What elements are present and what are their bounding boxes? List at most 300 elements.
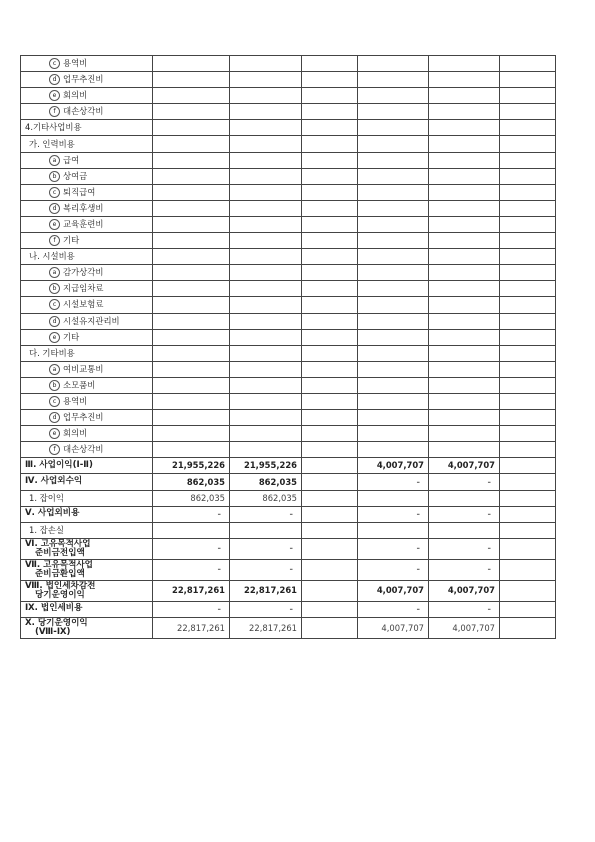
- value-cell: [153, 152, 230, 168]
- table-row: [21, 361, 556, 377]
- circled-letter-marker: a: [49, 364, 60, 375]
- value-cell: [500, 617, 556, 638]
- value-cell: [500, 345, 556, 361]
- table-row: [21, 168, 556, 184]
- value-cell: [153, 249, 230, 265]
- value-cell: [302, 393, 358, 409]
- value-cell: [302, 281, 358, 297]
- value-cell: [302, 88, 358, 104]
- table-row: [21, 559, 556, 580]
- row-label-cell: [21, 361, 153, 377]
- row-label-cell: [21, 168, 153, 184]
- value-cell: [429, 361, 500, 377]
- value-cell: [153, 56, 230, 72]
- table-row: [21, 601, 556, 617]
- value-cell: [358, 345, 429, 361]
- value-cell: [302, 56, 358, 72]
- row-label-cell: [21, 136, 153, 152]
- value-cell: [500, 474, 556, 490]
- value-cell: [302, 361, 358, 377]
- value-cell: -: [358, 474, 429, 490]
- value-cell: [153, 393, 230, 409]
- value-cell: 4,007,707: [358, 580, 429, 601]
- value-cell: [500, 281, 556, 297]
- table-row: [21, 72, 556, 88]
- value-cell: 862,035: [230, 474, 302, 490]
- value-cell: [429, 88, 500, 104]
- value-cell: [230, 72, 302, 88]
- table-row: [21, 458, 556, 474]
- value-cell: [429, 200, 500, 216]
- value-cell: [302, 200, 358, 216]
- value-cell: [230, 56, 302, 72]
- value-cell: [230, 168, 302, 184]
- value-cell: 22,817,261: [230, 617, 302, 638]
- value-cell: [500, 426, 556, 442]
- circled-letter-marker: f: [49, 444, 60, 455]
- value-cell: 862,035: [230, 490, 302, 506]
- row-label-cell: [21, 88, 153, 104]
- value-cell: [302, 184, 358, 200]
- value-cell: [302, 458, 358, 474]
- value-cell: [358, 442, 429, 458]
- value-cell: [500, 559, 556, 580]
- value-cell: [429, 265, 500, 281]
- value-cell: [429, 522, 500, 538]
- value-cell: [302, 617, 358, 638]
- table-row: [21, 522, 556, 538]
- row-label: 대손상각비: [63, 106, 104, 117]
- value-cell: -: [153, 538, 230, 559]
- value-cell: [153, 426, 230, 442]
- value-cell: [429, 168, 500, 184]
- value-cell: [153, 104, 230, 120]
- circled-letter-marker: e: [49, 219, 60, 230]
- value-cell: [230, 265, 302, 281]
- value-cell: [429, 120, 500, 136]
- value-cell: [500, 152, 556, 168]
- value-cell: [429, 216, 500, 232]
- row-label-cell: [21, 506, 153, 522]
- value-cell: [230, 233, 302, 249]
- value-cell: [358, 184, 429, 200]
- value-cell: [302, 120, 358, 136]
- value-cell: -: [230, 601, 302, 617]
- value-cell: [153, 345, 230, 361]
- table-row: [21, 426, 556, 442]
- row-label-cell: [21, 377, 153, 393]
- row-label-continued: 당기운영이익: [35, 589, 85, 600]
- value-cell: -: [429, 506, 500, 522]
- value-cell: [230, 297, 302, 313]
- value-cell: -: [429, 601, 500, 617]
- circled-letter-marker: d: [49, 412, 60, 423]
- row-label: 지급임차료: [63, 283, 104, 294]
- value-cell: -: [230, 559, 302, 580]
- table-row: [21, 200, 556, 216]
- row-label: 나. 시설비용: [29, 251, 75, 262]
- value-cell: [230, 377, 302, 393]
- row-label: 다. 기타비용: [29, 347, 75, 358]
- value-cell: [358, 490, 429, 506]
- value-cell: [500, 442, 556, 458]
- table-row: [21, 474, 556, 490]
- table-row: [21, 442, 556, 458]
- value-cell: [429, 56, 500, 72]
- value-cell: [358, 88, 429, 104]
- value-cell: 4,007,707: [358, 617, 429, 638]
- table-body: [21, 56, 556, 639]
- value-cell: [500, 216, 556, 232]
- value-cell: [302, 474, 358, 490]
- value-cell: [500, 88, 556, 104]
- value-cell: -: [358, 601, 429, 617]
- value-cell: [429, 297, 500, 313]
- value-cell: -: [153, 601, 230, 617]
- table-row: [21, 152, 556, 168]
- value-cell: [358, 329, 429, 345]
- table-row: [21, 136, 556, 152]
- value-cell: [358, 72, 429, 88]
- circled-letter-marker: b: [49, 283, 60, 294]
- table-row: [21, 313, 556, 329]
- row-label-cell: [21, 216, 153, 232]
- value-cell: [358, 281, 429, 297]
- row-label: 복리후생비: [63, 202, 104, 213]
- value-cell: 862,035: [153, 474, 230, 490]
- row-label-cell: [21, 617, 153, 638]
- value-cell: [230, 104, 302, 120]
- value-cell: [302, 442, 358, 458]
- row-label: 급여: [63, 154, 80, 165]
- row-label-cell: [21, 184, 153, 200]
- row-label-cell: [21, 281, 153, 297]
- row-label: 업무추진비: [63, 74, 104, 85]
- value-cell: [500, 200, 556, 216]
- value-cell: [429, 442, 500, 458]
- table-row: [21, 56, 556, 72]
- row-label: 기타: [63, 235, 80, 246]
- value-cell: [230, 152, 302, 168]
- row-label: 회의비: [63, 428, 88, 439]
- row-label: 시설유지관리비: [63, 315, 120, 326]
- row-label-cell: [21, 249, 153, 265]
- row-label-continued: (Ⅷ-Ⅸ): [35, 626, 71, 637]
- value-cell: [230, 442, 302, 458]
- value-cell: [500, 377, 556, 393]
- circled-letter-marker: a: [49, 267, 60, 278]
- value-cell: [153, 200, 230, 216]
- row-label: 4.기타사업비용: [25, 122, 82, 133]
- value-cell: [358, 522, 429, 538]
- circled-letter-marker: e: [49, 428, 60, 439]
- row-label-cell: [21, 601, 153, 617]
- value-cell: [429, 184, 500, 200]
- row-label: 가. 인력비용: [29, 138, 75, 149]
- table-row: [21, 329, 556, 345]
- row-label-cell: [21, 580, 153, 601]
- value-cell: [500, 329, 556, 345]
- value-cell: [429, 249, 500, 265]
- row-label: 기타: [63, 331, 80, 342]
- circled-letter-marker: c: [49, 187, 60, 198]
- value-cell: [230, 393, 302, 409]
- circled-letter-marker: d: [49, 203, 60, 214]
- value-cell: [302, 410, 358, 426]
- value-cell: -: [429, 538, 500, 559]
- table-row: [21, 506, 556, 522]
- row-label: 퇴직급여: [63, 186, 96, 197]
- value-cell: [358, 136, 429, 152]
- value-cell: [302, 426, 358, 442]
- circled-letter-marker: d: [49, 74, 60, 85]
- value-cell: [358, 249, 429, 265]
- row-label-cell: [21, 297, 153, 313]
- row-label: Ⅳ. 사업외수익: [25, 475, 83, 486]
- value-cell: [500, 490, 556, 506]
- table-row: [21, 580, 556, 601]
- row-label-cell: [21, 522, 153, 538]
- row-label: Ⅹ. 당기운영이익: [25, 617, 88, 628]
- value-cell: [429, 393, 500, 409]
- value-cell: [500, 522, 556, 538]
- value-cell: [500, 580, 556, 601]
- value-cell: [429, 329, 500, 345]
- value-cell: [358, 393, 429, 409]
- value-cell: [302, 345, 358, 361]
- value-cell: [153, 120, 230, 136]
- value-cell: [302, 559, 358, 580]
- value-cell: [500, 538, 556, 559]
- value-cell: [500, 393, 556, 409]
- value-cell: 862,035: [153, 490, 230, 506]
- value-cell: [153, 184, 230, 200]
- row-label-cell: [21, 458, 153, 474]
- circled-letter-marker: a: [49, 155, 60, 166]
- value-cell: [429, 490, 500, 506]
- value-cell: -: [429, 474, 500, 490]
- value-cell: [230, 410, 302, 426]
- value-cell: [302, 297, 358, 313]
- value-cell: [153, 313, 230, 329]
- circled-letter-marker: f: [49, 106, 60, 117]
- value-cell: [153, 72, 230, 88]
- value-cell: [230, 136, 302, 152]
- value-cell: 21,955,226: [153, 458, 230, 474]
- value-cell: [302, 233, 358, 249]
- table-row: [21, 88, 556, 104]
- value-cell: [302, 265, 358, 281]
- value-cell: [500, 265, 556, 281]
- table-row: [21, 393, 556, 409]
- value-cell: [358, 233, 429, 249]
- value-cell: [230, 88, 302, 104]
- value-cell: [358, 297, 429, 313]
- value-cell: [500, 168, 556, 184]
- value-cell: 4,007,707: [429, 458, 500, 474]
- row-label: 1. 잡이익: [29, 492, 64, 503]
- row-label: 1. 잡손실: [29, 524, 64, 535]
- table-row: [21, 538, 556, 559]
- value-cell: [302, 580, 358, 601]
- value-cell: [302, 72, 358, 88]
- row-label: Ⅸ. 법인세비용: [25, 603, 83, 614]
- row-label: Ⅷ. 법인세차감전: [25, 580, 96, 591]
- table-row: [21, 216, 556, 232]
- value-cell: [153, 361, 230, 377]
- value-cell: [500, 72, 556, 88]
- row-label-cell: [21, 120, 153, 136]
- value-cell: [358, 56, 429, 72]
- value-cell: [429, 377, 500, 393]
- value-cell: [153, 233, 230, 249]
- value-cell: [153, 88, 230, 104]
- value-cell: [302, 490, 358, 506]
- row-label: 상여금: [63, 170, 88, 181]
- row-label-cell: [21, 200, 153, 216]
- value-cell: [500, 601, 556, 617]
- circled-letter-marker: d: [49, 316, 60, 327]
- value-cell: -: [153, 559, 230, 580]
- value-cell: [302, 601, 358, 617]
- value-cell: [500, 120, 556, 136]
- table-row: [21, 281, 556, 297]
- value-cell: [500, 506, 556, 522]
- value-cell: [230, 120, 302, 136]
- value-cell: [500, 136, 556, 152]
- row-label: 용역비: [63, 396, 88, 407]
- value-cell: [358, 265, 429, 281]
- row-label: 업무추진비: [63, 412, 104, 423]
- row-label: Ⅶ. 고유목적사업: [25, 559, 93, 570]
- circled-letter-marker: b: [49, 171, 60, 182]
- value-cell: [358, 200, 429, 216]
- value-cell: [153, 377, 230, 393]
- value-cell: [429, 345, 500, 361]
- value-cell: [500, 410, 556, 426]
- row-label: Ⅲ. 사업이익(Ⅰ-Ⅱ): [25, 459, 93, 470]
- row-label: 여비교통비: [63, 363, 104, 374]
- value-cell: [302, 538, 358, 559]
- circled-letter-marker: c: [49, 396, 60, 407]
- table-row: [21, 617, 556, 638]
- circled-letter-marker: f: [49, 235, 60, 246]
- table-row: [21, 265, 556, 281]
- table-row: [21, 490, 556, 506]
- value-cell: [358, 104, 429, 120]
- circled-letter-marker: b: [49, 380, 60, 391]
- row-label: 회의비: [63, 90, 88, 101]
- row-label-cell: [21, 410, 153, 426]
- value-cell: [230, 281, 302, 297]
- row-label-cell: [21, 538, 153, 559]
- row-label-cell: [21, 233, 153, 249]
- table-row: [21, 104, 556, 120]
- value-cell: 4,007,707: [358, 458, 429, 474]
- value-cell: [500, 361, 556, 377]
- value-cell: [500, 458, 556, 474]
- table-row: [21, 233, 556, 249]
- value-cell: 21,955,226: [230, 458, 302, 474]
- row-label-cell: [21, 442, 153, 458]
- value-cell: -: [153, 506, 230, 522]
- value-cell: [429, 136, 500, 152]
- value-cell: [230, 426, 302, 442]
- value-cell: [153, 136, 230, 152]
- row-label-cell: [21, 393, 153, 409]
- value-cell: [302, 522, 358, 538]
- value-cell: [500, 249, 556, 265]
- value-cell: [358, 313, 429, 329]
- value-cell: 22,817,261: [153, 617, 230, 638]
- row-label-cell: [21, 265, 153, 281]
- circled-letter-marker: e: [49, 332, 60, 343]
- value-cell: -: [230, 506, 302, 522]
- value-cell: [153, 265, 230, 281]
- row-label: 시설보험료: [63, 299, 104, 310]
- row-label-cell: [21, 490, 153, 506]
- value-cell: [153, 168, 230, 184]
- value-cell: [230, 184, 302, 200]
- value-cell: [429, 72, 500, 88]
- row-label-cell: [21, 329, 153, 345]
- value-cell: [302, 168, 358, 184]
- row-label-cell: [21, 345, 153, 361]
- value-cell: [302, 506, 358, 522]
- value-cell: [429, 104, 500, 120]
- value-cell: [500, 184, 556, 200]
- value-cell: [302, 104, 358, 120]
- value-cell: [302, 152, 358, 168]
- row-label: 대손상각비: [63, 444, 104, 455]
- row-label-cell: [21, 559, 153, 580]
- value-cell: [302, 249, 358, 265]
- table-row: [21, 249, 556, 265]
- row-label-continued: 준비금전입액: [35, 547, 85, 558]
- value-cell: -: [429, 559, 500, 580]
- value-cell: [153, 329, 230, 345]
- value-cell: [358, 377, 429, 393]
- value-cell: 22,817,261: [153, 580, 230, 601]
- table-row: [21, 297, 556, 313]
- value-cell: [302, 216, 358, 232]
- value-cell: [153, 442, 230, 458]
- row-label-cell: [21, 474, 153, 490]
- row-label: 소모품비: [63, 380, 96, 391]
- circled-letter-marker: e: [49, 90, 60, 101]
- value-cell: [500, 233, 556, 249]
- row-label-cell: [21, 56, 153, 72]
- value-cell: [500, 104, 556, 120]
- value-cell: [429, 410, 500, 426]
- table-row: [21, 120, 556, 136]
- row-label-cell: [21, 426, 153, 442]
- value-cell: [302, 313, 358, 329]
- value-cell: -: [358, 538, 429, 559]
- table-row: [21, 410, 556, 426]
- value-cell: [153, 216, 230, 232]
- row-label: 용역비: [63, 58, 88, 69]
- value-cell: [230, 522, 302, 538]
- value-cell: [230, 216, 302, 232]
- table-row: [21, 184, 556, 200]
- value-cell: -: [358, 559, 429, 580]
- value-cell: [500, 313, 556, 329]
- value-cell: [429, 426, 500, 442]
- value-cell: [230, 329, 302, 345]
- value-cell: [230, 361, 302, 377]
- value-cell: [358, 410, 429, 426]
